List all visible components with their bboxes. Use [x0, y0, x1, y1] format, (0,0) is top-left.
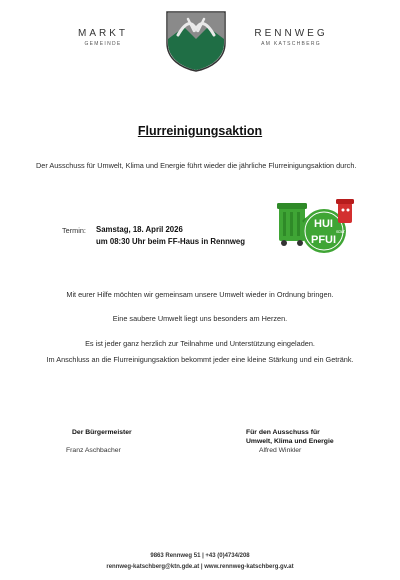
header-left-main: MARKT — [78, 28, 128, 39]
header-right-main: RENNWEG — [254, 28, 328, 39]
paragraph-invitation: Es ist jeder ganz herzlich zur Teilnahme und Unterstützung eingeladen. — [85, 339, 315, 348]
document-title: Flurreinigungsaktion — [137, 124, 263, 138]
header-right-sub: AM KATSCHBERG — [261, 41, 321, 47]
header-right — [246, 28, 336, 47]
termin-date: Samstag, 18. April 2026 — [96, 225, 183, 234]
footer-contact: rennweg-katschberg@ktn.gde.at | www.rennweg-katschberg.gv.at — [106, 564, 294, 570]
municipal-crest-icon — [164, 9, 228, 73]
termin-label: Termin: — [62, 226, 86, 235]
paragraph-refreshment: Im Anschluss an die Flurreinigungsaktion bekommt jeder eine kleine Stärkung und ein Getränk. — [46, 355, 354, 364]
termin-value — [96, 224, 245, 248]
signature-right-title-line1: Für den Ausschuss für — [246, 429, 320, 436]
paragraph-help: Mit eurer Hilfe möchten wir gemeinsam unsere Umwelt wieder in Ordnung bringen. — [66, 290, 334, 299]
badge-statt: statt — [336, 229, 345, 234]
header-left-sub: GEMEINDE — [84, 41, 122, 47]
termin-place: um 08:30 Uhr beim FF-Haus in Rennweg — [96, 237, 246, 246]
paragraph-environment: Eine saubere Umwelt liegt uns besonders am Herzen. — [112, 314, 288, 323]
signature-left-title: Der Bürgermeister — [72, 429, 132, 436]
footer-address: 9863 Rennweg 51 | +43 (0)4734/208 — [150, 553, 250, 559]
intro-paragraph: Der Ausschuss für Umwelt, Klima und Energie führt wieder die jährliche Flurreinigungsaktion durch. — [36, 161, 357, 170]
header-left — [68, 28, 138, 47]
signature-right-name: Alfred Winkler — [259, 447, 302, 454]
badge-hui: HUI — [314, 218, 333, 230]
signature-left-name: Franz Aschbacher — [66, 447, 121, 454]
badge-pfui: PFUI — [311, 234, 337, 246]
signature-right-title-line2: Umwelt, Klima und Energie — [246, 438, 334, 445]
hui-statt-pfui-logo-icon — [276, 193, 360, 261]
signature-right-title — [246, 428, 334, 446]
